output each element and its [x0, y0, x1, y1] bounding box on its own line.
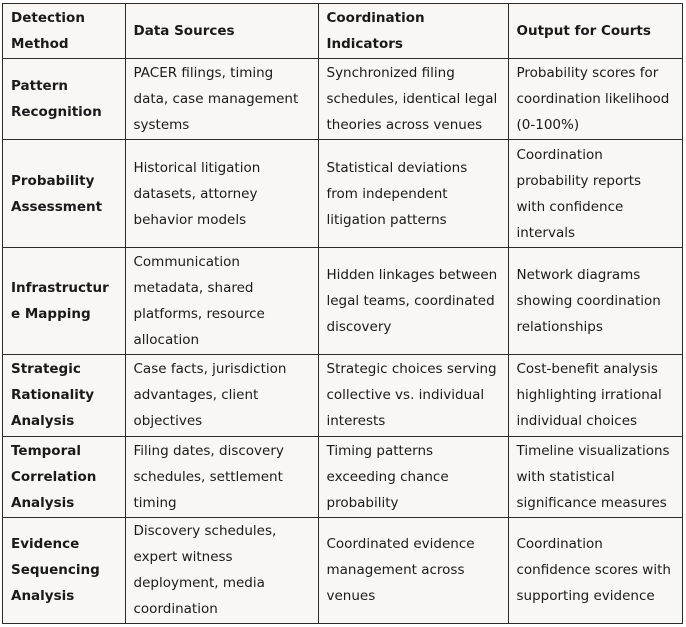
output-for-courts-cell: Network diagrams showing coordination relationships [508, 248, 682, 355]
detection-methods-table [3, 4, 682, 623]
coordination-indicators-cell: Hidden linkages between legal teams, coordinated discovery [318, 248, 508, 355]
detection-method-cell: Pattern Recognition [3, 58, 125, 140]
table-row [3, 436, 682, 517]
detection-method-cell: Infrastructure Mapping [3, 248, 125, 355]
coordination-indicators-cell: Coordinated evidence management across venues [318, 517, 508, 623]
data-sources-cell: Discovery schedules, expert witness deployment, media coordination [125, 517, 318, 623]
coordination-indicators-cell: Timing patterns exceeding chance probability [318, 436, 508, 517]
table-header-row [3, 4, 682, 58]
header-output-for-courts: Output for Courts [508, 4, 682, 58]
table-row [3, 248, 682, 355]
data-sources-cell: Case facts, jurisdiction advantages, client objectives [125, 355, 318, 437]
detection-method-cell: Evidence Sequencing Analysis [3, 517, 125, 623]
output-for-courts-cell: Cost-benefit analysis highlighting irrational individual choices [508, 355, 682, 437]
data-sources-cell: PACER filings, timing data, case management systems [125, 58, 318, 140]
table-row [3, 517, 682, 623]
header-data-sources: Data Sources [125, 4, 318, 58]
detection-method-cell: Temporal Correlation Analysis [3, 436, 125, 517]
table-row [3, 140, 682, 248]
output-for-courts-cell: Probability scores for coordination likelihood (0-100%) [508, 58, 682, 140]
header-detection-method: Detection Method [3, 4, 125, 58]
data-sources-cell: Filing dates, discovery schedules, settlement timing [125, 436, 318, 517]
data-sources-cell: Historical litigation datasets, attorney behavior models [125, 140, 318, 248]
table-row [3, 355, 682, 437]
output-for-courts-cell: Timeline visualizations with statistical significance measures [508, 436, 682, 517]
data-sources-cell: Communication metadata, shared platforms, resource allocation [125, 248, 318, 355]
detection-method-cell: Probability Assessment [3, 140, 125, 248]
coordination-indicators-cell: Synchronized filing schedules, identical legal theories across venues [318, 58, 508, 140]
output-for-courts-cell: Coordination probability reports with confidence intervals [508, 140, 682, 248]
table-row [3, 58, 682, 140]
detection-method-cell: Strategic Rationality Analysis [3, 355, 125, 437]
comparison-table-container [2, 3, 683, 624]
output-for-courts-cell: Coordination confidence scores with supporting evidence [508, 517, 682, 623]
coordination-indicators-cell: Statistical deviations from independent litigation patterns [318, 140, 508, 248]
header-coordination-indicators: Coordination Indicators [318, 4, 508, 58]
coordination-indicators-cell: Strategic choices serving collective vs. individual interests [318, 355, 508, 437]
